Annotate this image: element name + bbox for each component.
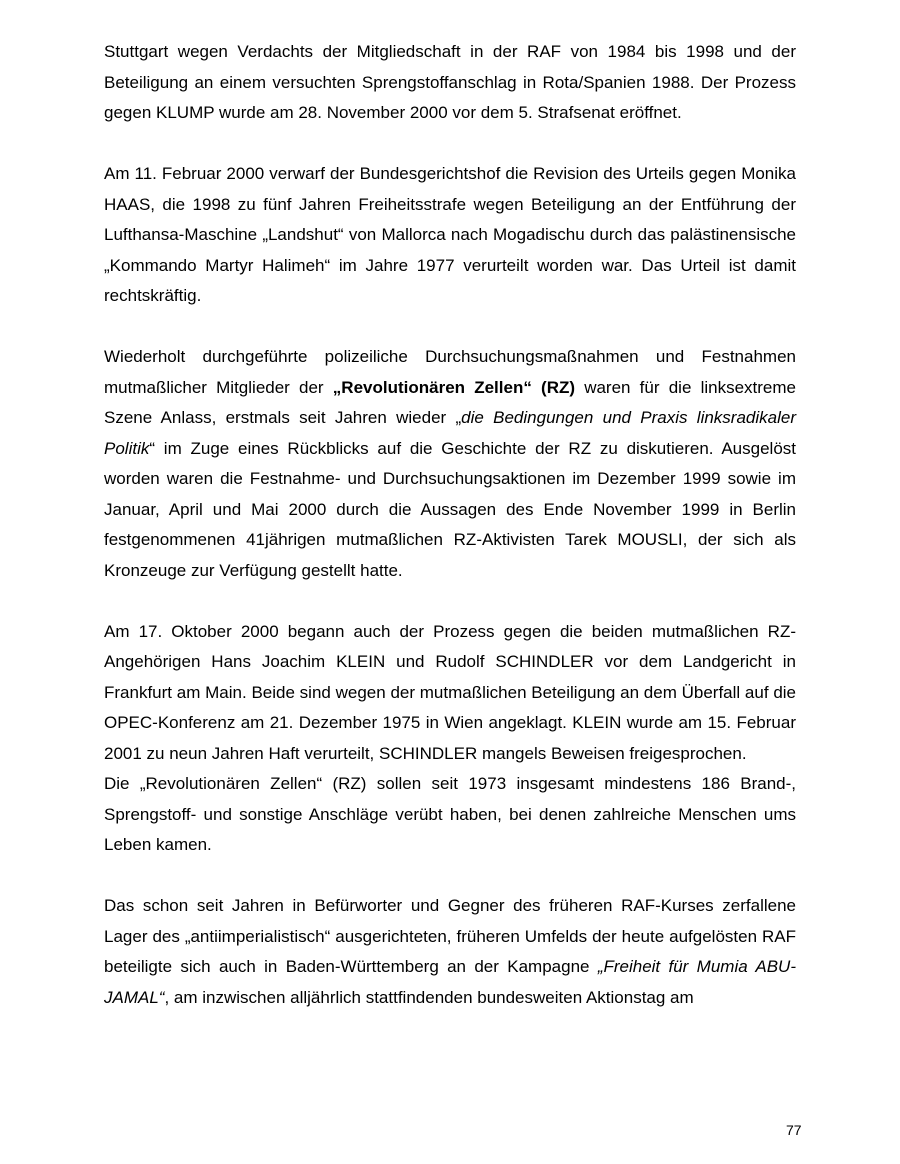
paragraph-rz-attacks	[104, 769, 796, 861]
bold-term-rz: „Revolutionären Zellen“ (RZ)	[332, 377, 576, 397]
italic-quote: die Bedingungen und Praxis linksradikaler Politik	[104, 408, 796, 458]
text-run: , am inzwischen alljährlich stattfindenden bundesweiten Aktionstag am	[164, 987, 694, 1007]
paragraph-opec-trial	[104, 617, 796, 770]
document-page	[104, 37, 796, 1013]
text-run: Das schon seit Jahren in Befürworter und Gegner des früheren RAF-Kurses zerfallene Lager des „antiimperialistisch“ ausgerichteten, früheren Umfelds der heute aufgelösten RAF beteiligte sich auch in Baden-Württemberg an der Kampagne	[104, 896, 796, 976]
page-number: 77	[786, 1122, 802, 1138]
paragraph-haas-revision	[104, 159, 796, 312]
italic-campaign-name: „Freiheit für Mumia ABU-JAMAL“	[104, 957, 796, 1007]
text-run: waren für die linksextreme Szene Anlass, erstmals seit Jahren wieder „	[104, 377, 796, 427]
text-run: Wiederholt durchgeführte polizeiliche Durchsuchungsmaßnahmen und Festnahmen mutmaßlicher Mitglieder der	[104, 347, 796, 397]
text-run: Die „Revolutionären Zellen“ (RZ) sollen seit 1973 insgesamt mindestens 186 Brand-, Sprengstoff- und sonstige Anschläge verübt haben, bei denen zahlreiche Menschen ums Leben kamen.	[104, 774, 796, 854]
text-run: Am 17. Oktober 2000 begann auch der Prozess gegen die beiden mutmaßlichen RZ-Angehörigen Hans Joachim KLEIN und Rudolf SCHINDLER vor dem Landgericht in Frankfurt am Main. Beide sind wegen der mutmaßlichen Beteiligung an dem Überfall auf die OPEC-Konferenz am 21. Dezember 1975 in Wien angeklagt. KLEIN wurde am 15. Februar 2001 zu neun Jahren Haft verurteilt, SCHINDLER mangels Beweisen freigesprochen.	[104, 621, 796, 763]
text-run: Am 11. Februar 2000 verwarf der Bundesgerichtshof die Revision des Urteils gegen Monika HAAS, die 1998 zu fünf Jahren Freiheitsstrafe wegen Beteiligung an der Entführung der Lufthansa-Maschine „Landshut“ von Mallorca nach Mogadischu durch das palästinensische „Kommando Martyr Halimeh“ im Jahre 1977 verurteilt worden war. Das Urteil ist damit rechtskräftig.	[104, 164, 796, 305]
paragraph-revolutionary-cells	[104, 342, 796, 586]
text-run: Stuttgart wegen Verdachts der Mitgliedschaft in der RAF von 1984 bis 1998 und der Beteiligung an einem versuchten Sprengstoffanschlag in Rota/Spanien 1988. Der Prozess gegen KLUMP wurde am 28. November 2000 vor dem 5. Strafsenat eröffnet.	[104, 42, 796, 122]
text-run: “ im Zuge eines Rückblicks auf die Geschichte der RZ zu diskutieren. Ausgelöst worden waren die Festnahme- und Durchsuchungsaktionen im Dezember 1999 sowie im Januar, April und Mai 2000 durch die Aussagen des Ende November 1999 in Berlin festgenommenen 41jährigen mutmaßlichen RZ-Aktivisten Tarek MOUSLI, der sich als Kronzeuge zur Verfügung gestellt hatte.	[104, 438, 796, 580]
paragraph-mumia-campaign	[104, 891, 796, 1013]
paragraph-klump-trial	[104, 37, 796, 129]
